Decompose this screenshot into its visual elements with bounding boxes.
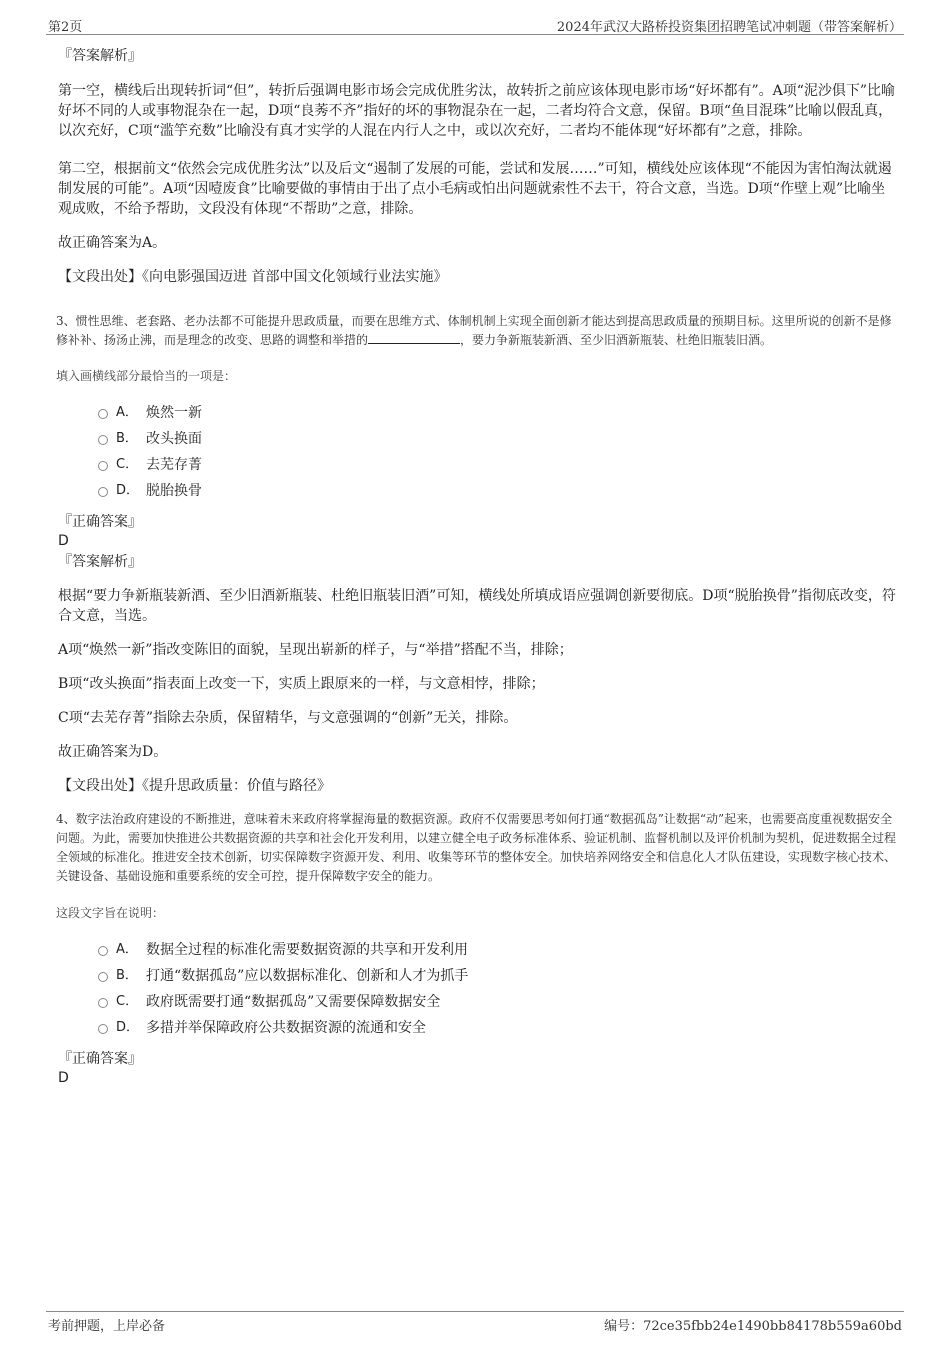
radio-icon[interactable] [98, 461, 108, 471]
q3-analysis-paragraph: C项“去芜存菁”指除去杂质，保留精华，与文意强调的“创新”无关，排除。 [58, 710, 518, 726]
q3-analysis-paragraph: A项“焕然一新”指改变陈旧的面貌，呈现出崭新的样子，与“举措”搭配不当，排除； [58, 642, 573, 658]
q4-question-text: 4、数字法治政府建设的不断推进，意味着未来政府将掌握海量的数据资源。政府不仅需要思考如何打通“数据孤岛”让数据“动”起来，也需要高度重视数据安全问题。为此，需要加快推进公共数据资源的共享和社会化开发利用，以建立健全电子政务标准体系、验证机制、监督机制以及评价机制为契机，促进数据全过程全领域的标准化。推进安全技术创新，切实保障数字资源开发、利用、收集等环节的整体安全。加快培养网络安全和信息化人才队伍建设，实现数字核心技术、关键设备、基础设施和重要系统的安全可控，提升保障数字安全的能力。 [56, 812, 897, 883]
q4-options [56, 937, 896, 1041]
document-title: 2024年武汉大路桥投资集团招聘笔试冲刺题（带答案解析） [556, 20, 902, 35]
q4-option-b[interactable]: B． 打通“数据孤岛”应以数据标准化、创新和人才为抓手 [56, 963, 896, 989]
radio-icon[interactable] [98, 972, 108, 982]
q4-prompt: 这段文字旨在说明： [56, 906, 165, 920]
radio-icon[interactable] [98, 487, 108, 497]
q4-option-c[interactable]: C． 政府既需要打通“数据孤岛”又需要保障数据安全 [56, 989, 896, 1015]
q3-prompt: 填入画横线部分最恰当的一项是： [56, 369, 237, 383]
q3-option-d[interactable]: D． 脱胎换骨 [56, 478, 896, 504]
radio-icon[interactable] [98, 998, 108, 1008]
q3-answer-blank [368, 331, 460, 344]
q3-analysis-paragraph: 根据“要力争新瓶装新酒、至少旧酒新瓶装、杜绝旧瓶装旧酒”可知，横线处所填成语应强调创新要彻底。D项“脱胎换骨”指彻底改变，符合文意，当选。 [58, 588, 896, 624]
q3-correct-value: D [58, 533, 69, 549]
q2-source: 【文段出处】《向电影强国迈进 首部中国文化领域行业法实施》 [58, 269, 448, 285]
q3-correct-label: 『正确答案』 [58, 514, 142, 530]
q4-option-a[interactable]: A． 数据全过程的标准化需要数据资源的共享和开发利用 [56, 937, 896, 963]
page-footer [46, 1311, 904, 1334]
q4-correct-value: D [58, 1070, 69, 1086]
radio-icon[interactable] [98, 946, 108, 956]
radio-icon[interactable] [98, 435, 108, 445]
q2-conclusion: 故正确答案为A。 [58, 235, 167, 251]
q4-correct-label: 『正确答案』 [58, 1051, 142, 1067]
radio-icon[interactable] [98, 409, 108, 419]
page-content [56, 44, 896, 1087]
q3-analysis-paragraph: B项“改头换面”指表面上改变一下，实质上跟原来的一样，与文意相悖，排除； [58, 676, 545, 692]
q3-option-b[interactable]: B． 改头换面 [56, 426, 896, 452]
q3-option-a[interactable]: A． 焕然一新 [56, 400, 896, 426]
q4-option-d[interactable]: D． 多措并举保障政府公共数据资源的流通和安全 [56, 1015, 896, 1041]
document-code: 编号：72ce35fbb24e1490bb84178b559a60bd [604, 1319, 902, 1334]
page-number: 第2页 [48, 20, 83, 35]
q3-options [56, 400, 896, 504]
footer-motto: 考前押题，上岸必备 [48, 1319, 166, 1334]
radio-icon[interactable] [98, 1024, 108, 1034]
q3-analysis-label: 『答案解析』 [58, 554, 142, 570]
q3-question-text: 3、惯性思维、老套路、老办法都不可能提升思政质量，而要在思维方式、体制机制上实现全面创新才能达到提高思政质量的预期目标。这里所说的创新不是修修补补、扬汤止沸，而是理念的改变、思路的调整和举措的 ，要力争新瓶装新酒、至少旧酒新瓶装、杜绝旧瓶装旧酒。 [56, 314, 892, 347]
q2-analysis-paragraph: 第一空，横线后出现转折词“但”，转折后强调电影市场会完成优胜劣汰，故转折之前应该体现电影市场“好坏都有”。A项“泥沙俱下”比喻好坏不同的人或事物混杂在一起，D项“良莠不齐”指好的坏的事物混杂在一起，二者均符合文意，保留。B项“鱼目混珠”比喻以假乱真，以次充好，C项“滥竽充数”比喻没有真才实学的人混在内行人之中，或以次充好，二者均不能体现“好坏都有”之意，排除。 [58, 83, 896, 139]
q3-conclusion: 故正确答案为D。 [58, 744, 168, 760]
q2-analysis-label: 『答案解析』 [58, 48, 142, 64]
q3-source: 【文段出处】《提升思政质量：价值与路径》 [58, 778, 331, 794]
page-header [46, 14, 904, 35]
q2-analysis-paragraph: 第二空，根据前文“依然会完成优胜劣汰”以及后文“遏制了发展的可能，尝试和发展……”可知，横线处应该体现“不能因为害怕淘汰就遏制发展的可能”。A项“因噎废食”比喻要做的事情由于出了点小毛病或怕出问题就索性不去干，符合文意，当选。D项“作壁上观”比喻坐观成败，不给予帮助，文段没有体现“不帮助”之意，排除。 [58, 161, 892, 217]
q3-option-c[interactable]: C． 去芜存菁 [56, 452, 896, 478]
